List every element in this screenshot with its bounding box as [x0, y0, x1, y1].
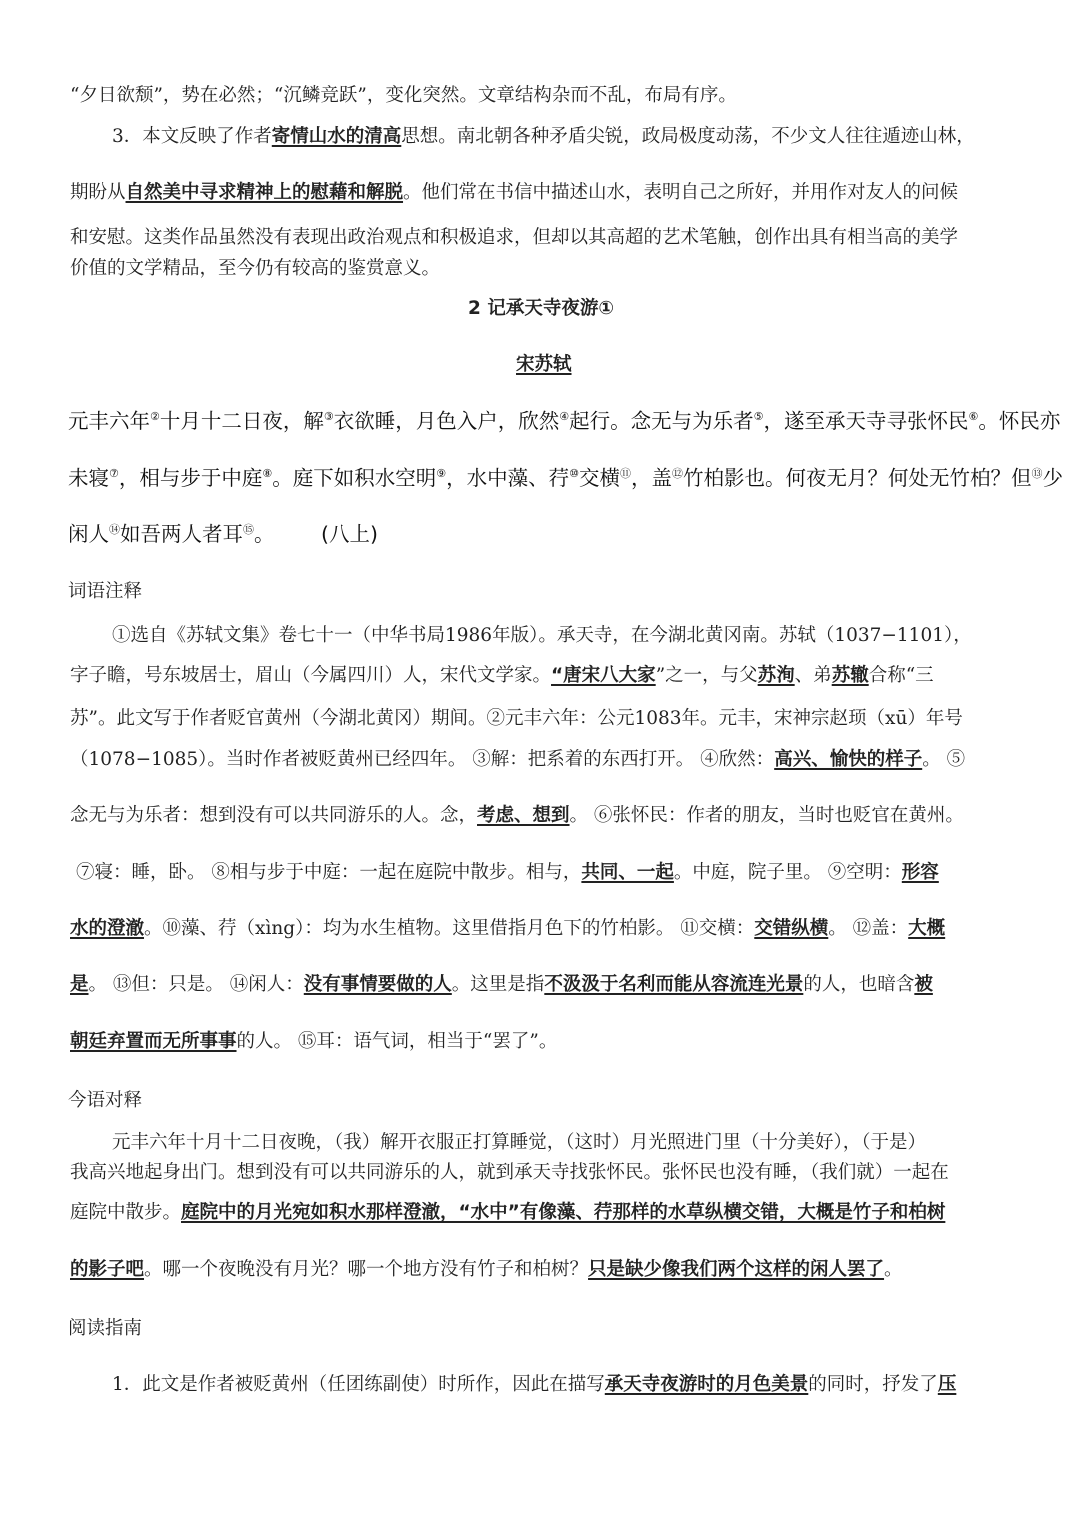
note-line: ①选自《苏轼文集》卷七十一（中华书局1986年版）。承天寺，在今湖北黄冈南。苏轼（1037−1101），	[112, 625, 972, 646]
text-line	[70, 83, 1080, 109]
source-tag: (八上)	[321, 522, 379, 546]
translation-line: 我高兴地起身出门。想到没有可以共同游乐的人，就到承天寺找张怀民。张怀民也没有睡，（我们就）一起在	[70, 1162, 949, 1183]
translation-line: 元丰六年十月十二日夜晚，（我）解开衣服正打算睡觉，（这时）月光照进门里（十分美好），（于是）	[112, 1132, 927, 1153]
original-text-line: 元丰六年②十月十二日夜，解③衣欲睡，月色入户，欣然④起行。念无与为乐者⑤，遂至承天寺寻张怀民⑥。怀民亦	[68, 409, 1061, 433]
paragraph-text: 3．本文反映了作者	[112, 126, 272, 147]
note-line: 是。 ⑬但：只是。 ⑭闲人：没有事情要做的人。这里是指不汲汲于名利而能从容流连光景的人，也暗含被	[70, 974, 933, 995]
text-line	[70, 256, 1080, 282]
section-heading: 今语对释	[68, 1090, 143, 1111]
paragraph-text: 和安慰。这类作品虽然没有表现出政治观点和积极追求，但却以其高超的艺术笔触，创作出具有相当高的美学	[70, 227, 959, 248]
note-line: ⑦寝：睡，卧。 ⑧相与步于中庭：一起在庭院中散步。相与，共同、一起。中庭，院子里。 ⑨空明：形容	[76, 862, 939, 883]
original-text-line: 闲人⑭如吾两人者耳⑮。 (八上)	[68, 522, 379, 546]
translation-line: 庭院中散步。庭院中的月光宛如积水那样澄澈，“水中”有像藻、荇那样的水草纵横交错，大概是竹子和柏树	[70, 1202, 946, 1223]
text-line	[70, 180, 1080, 206]
lesson-title: 2 记承天寺夜游①	[468, 298, 614, 319]
paragraph-text: 。他们常在书信中描述山水，表明自己之所好，并用作对友人的问候	[403, 182, 959, 203]
note-line: 念无与为乐者：想到没有可以共同游乐的人。念，考虑、想到。 ⑥张怀民：作者的朋友，当时也贬官在黄州。	[70, 805, 964, 826]
emphasis-text: 自然美中寻求精神上的慰藉和解脱	[125, 182, 404, 203]
text-line	[70, 225, 1080, 251]
author-line: 宋苏轼	[516, 354, 572, 375]
translation-line: 的影子吧。哪一个夜晚没有月光？哪一个地方没有竹子和柏树？只是缺少像我们两个这样的闲人罢了。	[70, 1259, 903, 1280]
note-line: 水的澄澈。⑩藻、荇（xìng）：均为水生植物。这里借指月色下的竹柏影。 ⑪交横：交错纵横。 ⑫盖：大概	[70, 918, 946, 939]
note-line: 朝廷弃置而无所事事的人。 ⑮耳：语气词，相当于“罢了”。	[70, 1031, 558, 1052]
section-heading: 词语注释	[68, 581, 143, 602]
guide-line: 1．此文是作者被贬黄州（任团练副使）时所作，因此在描写承天寺夜游时的月色美景的同时，抒发了压	[112, 1374, 957, 1395]
original-text-line: 未寝⑦，相与步于中庭⑧。庭下如积水空明⑨，水中藻、荇⑩交横⑪，盖⑫竹柏影也。何夜无月？何处无竹柏？但⑬少	[68, 466, 1063, 490]
paragraph-text: 价值的文学精品，至今仍有较高的鉴赏意义。	[70, 258, 441, 279]
paragraph-text: 思想。南北朝各种矛盾尖锐，政局极度动荡，不少文人往往遁迹山林，	[401, 126, 975, 147]
text-line	[112, 124, 1080, 150]
section-heading: 阅读指南	[68, 1318, 143, 1339]
note-line: 字子瞻，号东坡居士，眉山（今属四川）人，宋代文学家。“唐宋八大家”之一，与父苏洵、弟苏辙合称“三	[70, 665, 934, 686]
emphasis-text: 寄情山水的清高	[271, 126, 402, 147]
note-line: 苏”。此文写于作者贬官黄州（今湖北黄冈）期间。②元丰六年：公元1083年。元丰，宋神宗赵顼（xū）年号	[70, 708, 963, 729]
paragraph-text: 期盼从	[70, 182, 126, 203]
paragraph-text: “夕日欲颓”，势在必然；“沉鳞竞跃”，变化突然。文章结构杂而不乱，布局有序。	[70, 85, 737, 106]
note-line: （1078−1085）。当时作者被贬黄州已经四年。 ③解：把系着的东西打开。 ④欣然：高兴、愉快的样子。 ⑤	[70, 749, 966, 770]
